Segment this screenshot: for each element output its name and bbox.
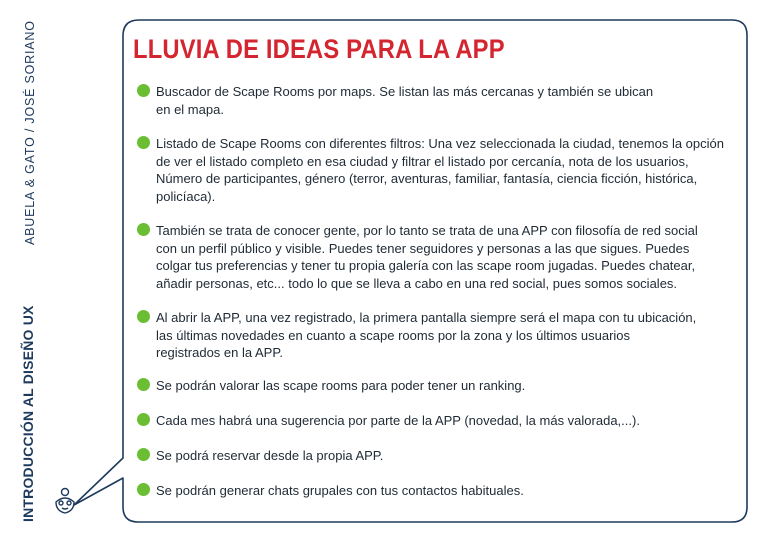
item-line: Número de participantes, género (terror, aventuras, familiar, fantasía, ciencia ficción, histórica,: [156, 171, 698, 186]
item-line: añadir personas, etc... todo lo que se lleva a cabo en una red social, pues somos sociales.: [156, 275, 678, 291]
item-line: de ver el listado completo en esa ciudad y filtrar el listado por cercanía, nota de los usuarios,: [156, 153, 689, 169]
bullet-icon: [137, 448, 150, 461]
item-line: Cada mes habrá una sugerencia por parte de la APP (novedad, la más valorada,...).: [156, 413, 640, 428]
bullet-icon: [137, 223, 150, 236]
item-line: Se podrá reservar desde la propia APP.: [156, 448, 384, 463]
item-line: policíaca).: [156, 188, 216, 204]
bullet-icon: [137, 378, 150, 391]
item-line: Al abrir la APP, una vez registrado, la primera pantalla siempre será el mapa con tu ubicación,: [156, 310, 697, 325]
bullet-icon: [137, 136, 150, 149]
page-title: LLUVIA DE IDEAS PARA LA APP: [133, 34, 505, 64]
item-line: registrados en la APP.: [156, 345, 283, 360]
item-line: Buscador de Scape Rooms por maps. Se listan las más cercanas y también se ubican: [156, 84, 654, 99]
bullet-icon: [137, 310, 150, 323]
bullet-icon: [137, 483, 150, 496]
item-line: Listado de Scape Rooms con diferentes filtros: Una vez seleccionada la ciudad, tenemos la opción: [156, 136, 724, 151]
item-line: en el mapa.: [156, 101, 224, 117]
item-line: las últimas novedades en cuanto a scape rooms por la zona y los últimos usuarios: [156, 327, 631, 343]
bullet-icon: [137, 84, 150, 97]
course-label: INTRODUCCIÓN AL DISEÑO UX: [20, 305, 36, 522]
authors-label: ABUELA & GATO / JOSÉ SORIANO: [23, 20, 37, 245]
item-line: con un perfil público y visible. Puedes tener seguidores y personas a las que sigues. Puedes: [156, 240, 690, 256]
item-line: Se podrán valorar las scape rooms para poder tener un ranking.: [156, 378, 526, 393]
item-line: colgar tus preferencias y tener tu propia galería con las scape room jugadas. Puedes chatear,: [156, 258, 696, 273]
item-line: Se podrán generar chats grupales con tus contactos habituales.: [156, 483, 524, 498]
item-line: También se trata de conocer gente, por lo tanto se trata de una APP con filosofía de red social: [156, 223, 698, 238]
bullet-icon: [137, 413, 150, 426]
